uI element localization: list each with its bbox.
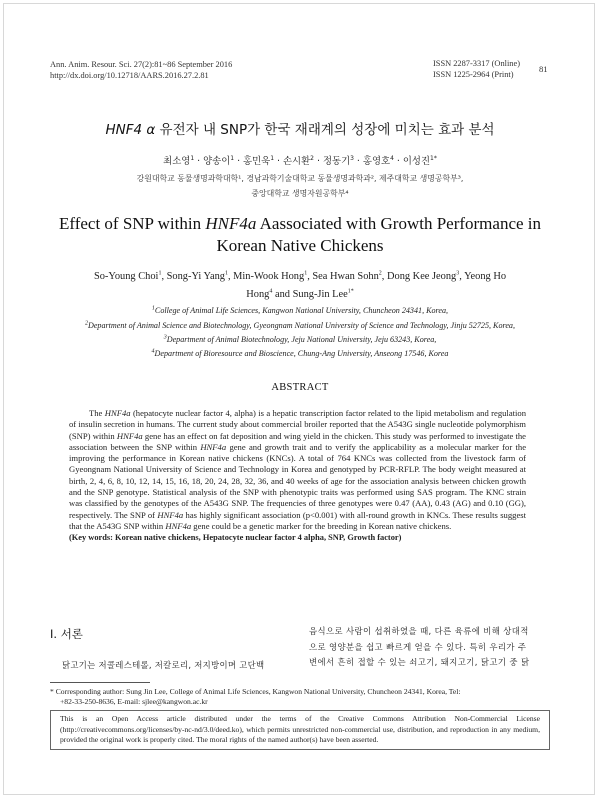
author-name: 손시환 (283, 156, 311, 167)
section-heading-introduction: Ⅰ. 서론 (50, 627, 83, 641)
author-name: 홍영호 (362, 156, 391, 167)
author-separator: · (194, 156, 204, 167)
korean-affiliation-line-2: 중앙대학교 생명자원공학부⁴ (251, 189, 349, 198)
author-sup: 1 (158, 270, 162, 277)
author-separator: · (353, 156, 363, 167)
author-name: 정동기 (322, 156, 351, 167)
english-affiliation-2 (0, 321, 600, 330)
english-title-part-2: Aassociated with Growth Performance in Korean Native Chickens (216, 214, 542, 255)
author-sup: 1 (304, 270, 308, 277)
abstract-body (69, 408, 526, 543)
footnote-line-1: * Corresponding author: Sung Jin Lee, College of Animal Life Sciences, Kangwon National University, Chuncheon 24341, Korea, Tel: (50, 687, 461, 696)
issn-block (433, 58, 520, 80)
author-sup: 1* (347, 288, 354, 295)
author-sup: 4 (390, 154, 394, 162)
page-number: 81 (539, 64, 548, 74)
english-affiliation-3 (0, 335, 600, 344)
issn-print: ISSN 1225-2964 (Print) (433, 70, 514, 79)
author-separator: · (393, 156, 403, 167)
author-sup: 1 (190, 154, 195, 162)
intro-right-line: 으로 영양분을 쉽고 빠르게 얻을 수 있다. 특히 우리가 주 (309, 641, 527, 652)
author-name: Min-Wook Hong (233, 271, 305, 282)
license-box: This is an Open Access article distributed under the terms of the Creative Commons Attribution Non-Commercial License (http://creativecommons.org/licenses/by-nc-nd/3.0/deed.ko), which permits unrestricted non-commercial use, distribution, and reproduction in any medium, provided the original work is properly cited. The moral rights of the named author(s) have been asserted. (50, 710, 550, 750)
author-sup: 1 (230, 154, 235, 162)
author-separator: · (314, 156, 323, 167)
author-and: and (274, 289, 290, 300)
korean-affiliation-line-1: 강원대학교 동물생명과학대학¹, 경남과학기술대학교 동물생명과학과², 제주대학교 생명공학부³, (136, 174, 464, 183)
author-name: So-Young Choi (93, 271, 159, 282)
english-title-gene: HNF4a (205, 214, 257, 233)
korean-title (0, 118, 600, 138)
english-affiliation-1 (0, 306, 600, 315)
author-sup: 3 (456, 270, 460, 277)
affiliation-sup: 3 (163, 334, 167, 341)
abstract-text: The HNF4a (hepatocyte nuclear factor 4, alpha) is a hepatic transcription factor related to the lipid metabolism and regulation of insulin secretion in humans. The current study about commercial broiler reported that the A543G single nucleotide polymorphism (SNP) within HNF4a gene has an effect on fat deposition and wing yield in the chicken. This study was performed to investigate the association between the SNP within HNF4a gene and growth trait and to verify the applicability as a molecular marker for the improving the performance in Korean native chickens (KNCs). A total of 764 KNCs was collected from the livestock farm of Gyeongnam National University of Science and Technology in Korea and genotyped by PCR-RFLP. The body weight measured at birth, 2, 4, 6, 8, 10, 12, 14, 15, 16, 18, 20, 24, 28, 32, 36, and 40 weeks of age for the association analysis between chicken growth and the SNP genotype. Statistical analysis of the SNP with phenotypic traits was performed using SAS program. The KNC strain was classified by the genotypes of the A543G SNP. The frequencies of three genotypes were 0.47 (AA), 0.43 (AG) and 0.10 (GG), respectively. The SNP of HNF4a has highly significant association (p<0.001) with all-round growth in KNCs. These results suggest that the A543G SNP within HNF4a gene could be a genetic marker for the breeding in Korean native chickens. (69, 408, 527, 531)
author-sup: 2 (310, 154, 314, 162)
affiliation-text: Department of Bioresource and Bioscience, Chung-Ang University, Anseong 17546, Korea (154, 349, 449, 358)
intro-right-line: 변에서 흔히 접할 수 있는 쇠고기, 돼지고기, 닭고기 중 닭 (309, 657, 530, 667)
affiliation-sup: 2 (84, 320, 88, 327)
author-sup: 1* (430, 154, 437, 162)
korean-title-text: 유전자 내 SNP가 한국 재래계의 성장에 미치는 효과 분석 (159, 122, 495, 138)
english-title-part-1: Effect of SNP within (58, 214, 206, 233)
intro-right-line: 음식으로 사람이 섭취하였을 때, 다른 육류에 비해 상대적 (309, 626, 529, 636)
english-affiliation-4 (0, 349, 600, 358)
footnote-divider (50, 682, 150, 683)
author-name: Yeong Ho (464, 271, 507, 282)
author-sup: 3 (350, 154, 354, 162)
author-name: Song-Yi Yang (166, 271, 225, 282)
author-name: Sea Hwan Sohn (312, 271, 379, 282)
english-authors-line-2: Hong$^4$ and Sung-Jin Lee$^{1*}$ (246, 288, 354, 300)
issn-online: ISSN 2287-3317 (Online) (433, 59, 521, 68)
gene-name: HNF4a (104, 408, 131, 418)
affiliation-text: Department of Animal Science and Biotechnology, Gyeongnam National University of Science and Technology, Jinju 52725, Korea, (87, 321, 516, 330)
author-name: Dong Kee Jeong (387, 271, 457, 282)
author-separator: · (234, 156, 244, 167)
author-sup: 1 (270, 154, 275, 162)
corresponding-author-footnote (50, 687, 550, 707)
keywords: (Key words: Korean native chickens, Hepatocyte nuclear factor 4 alpha, SNP, Growth factor) (69, 533, 402, 543)
korean-title-gene: HNF4 α (105, 122, 156, 138)
abstract-heading: ABSTRACT (271, 382, 329, 393)
gene-name: HNF4a (116, 430, 143, 441)
author-separator: · (274, 156, 283, 167)
korean-authors (0, 153, 600, 167)
english-authors (44, 268, 556, 304)
author-name: 홍민욱 (243, 156, 271, 167)
affiliation-sup: 4 (151, 348, 155, 355)
intro-left-column-text: 닭고기는 저콜레스테롤, 저칼로리, 저지방이며 고단백 (62, 660, 265, 670)
affiliation-text: College of Animal Life Sciences, Kangwon National University, Chuncheon 24341, Korea, (154, 306, 449, 315)
intro-right-column (309, 624, 550, 671)
affiliation-sup: 1 (151, 305, 155, 312)
author-sup: 1 (224, 270, 228, 277)
gene-name: HNF4a (157, 509, 184, 520)
english-title (40, 213, 560, 257)
journal-header (50, 59, 232, 81)
gene-name: HNF4a (200, 441, 227, 452)
author-sup: 2 (378, 270, 382, 277)
affiliation-text: Department of Animal Biotechnology, Jeju National University, Jeju 63243, Korea, (166, 335, 437, 344)
author-name: Sung-Jin Lee (292, 289, 348, 300)
author-name: 이성진 (402, 156, 431, 167)
gene-name: HNF4a (165, 520, 192, 531)
author-name: 양송이 (203, 156, 231, 167)
english-authors-line-1: So-Young Choi$^1$, Song-Yi Yang$^1$, Min-Wook Hong$^1$, Sea Hwan Sohn$^2$, Dong Kee Jeong$^3$, Yeong Ho (93, 270, 507, 282)
footnote-line-2: +82-33-250-8636, E-mail: sjlee@kangwon.ac.kr (60, 697, 208, 706)
journal-citation: Ann. Anim. Resour. Sci. 27(2):81~86 September 2016 (50, 60, 233, 69)
author-sup: 4 (269, 288, 273, 295)
doi-link[interactable]: http://dx.doi.org/10.12718/AARS.2016.27.2.81 (50, 71, 209, 80)
author-name: 최소영 (163, 156, 191, 167)
